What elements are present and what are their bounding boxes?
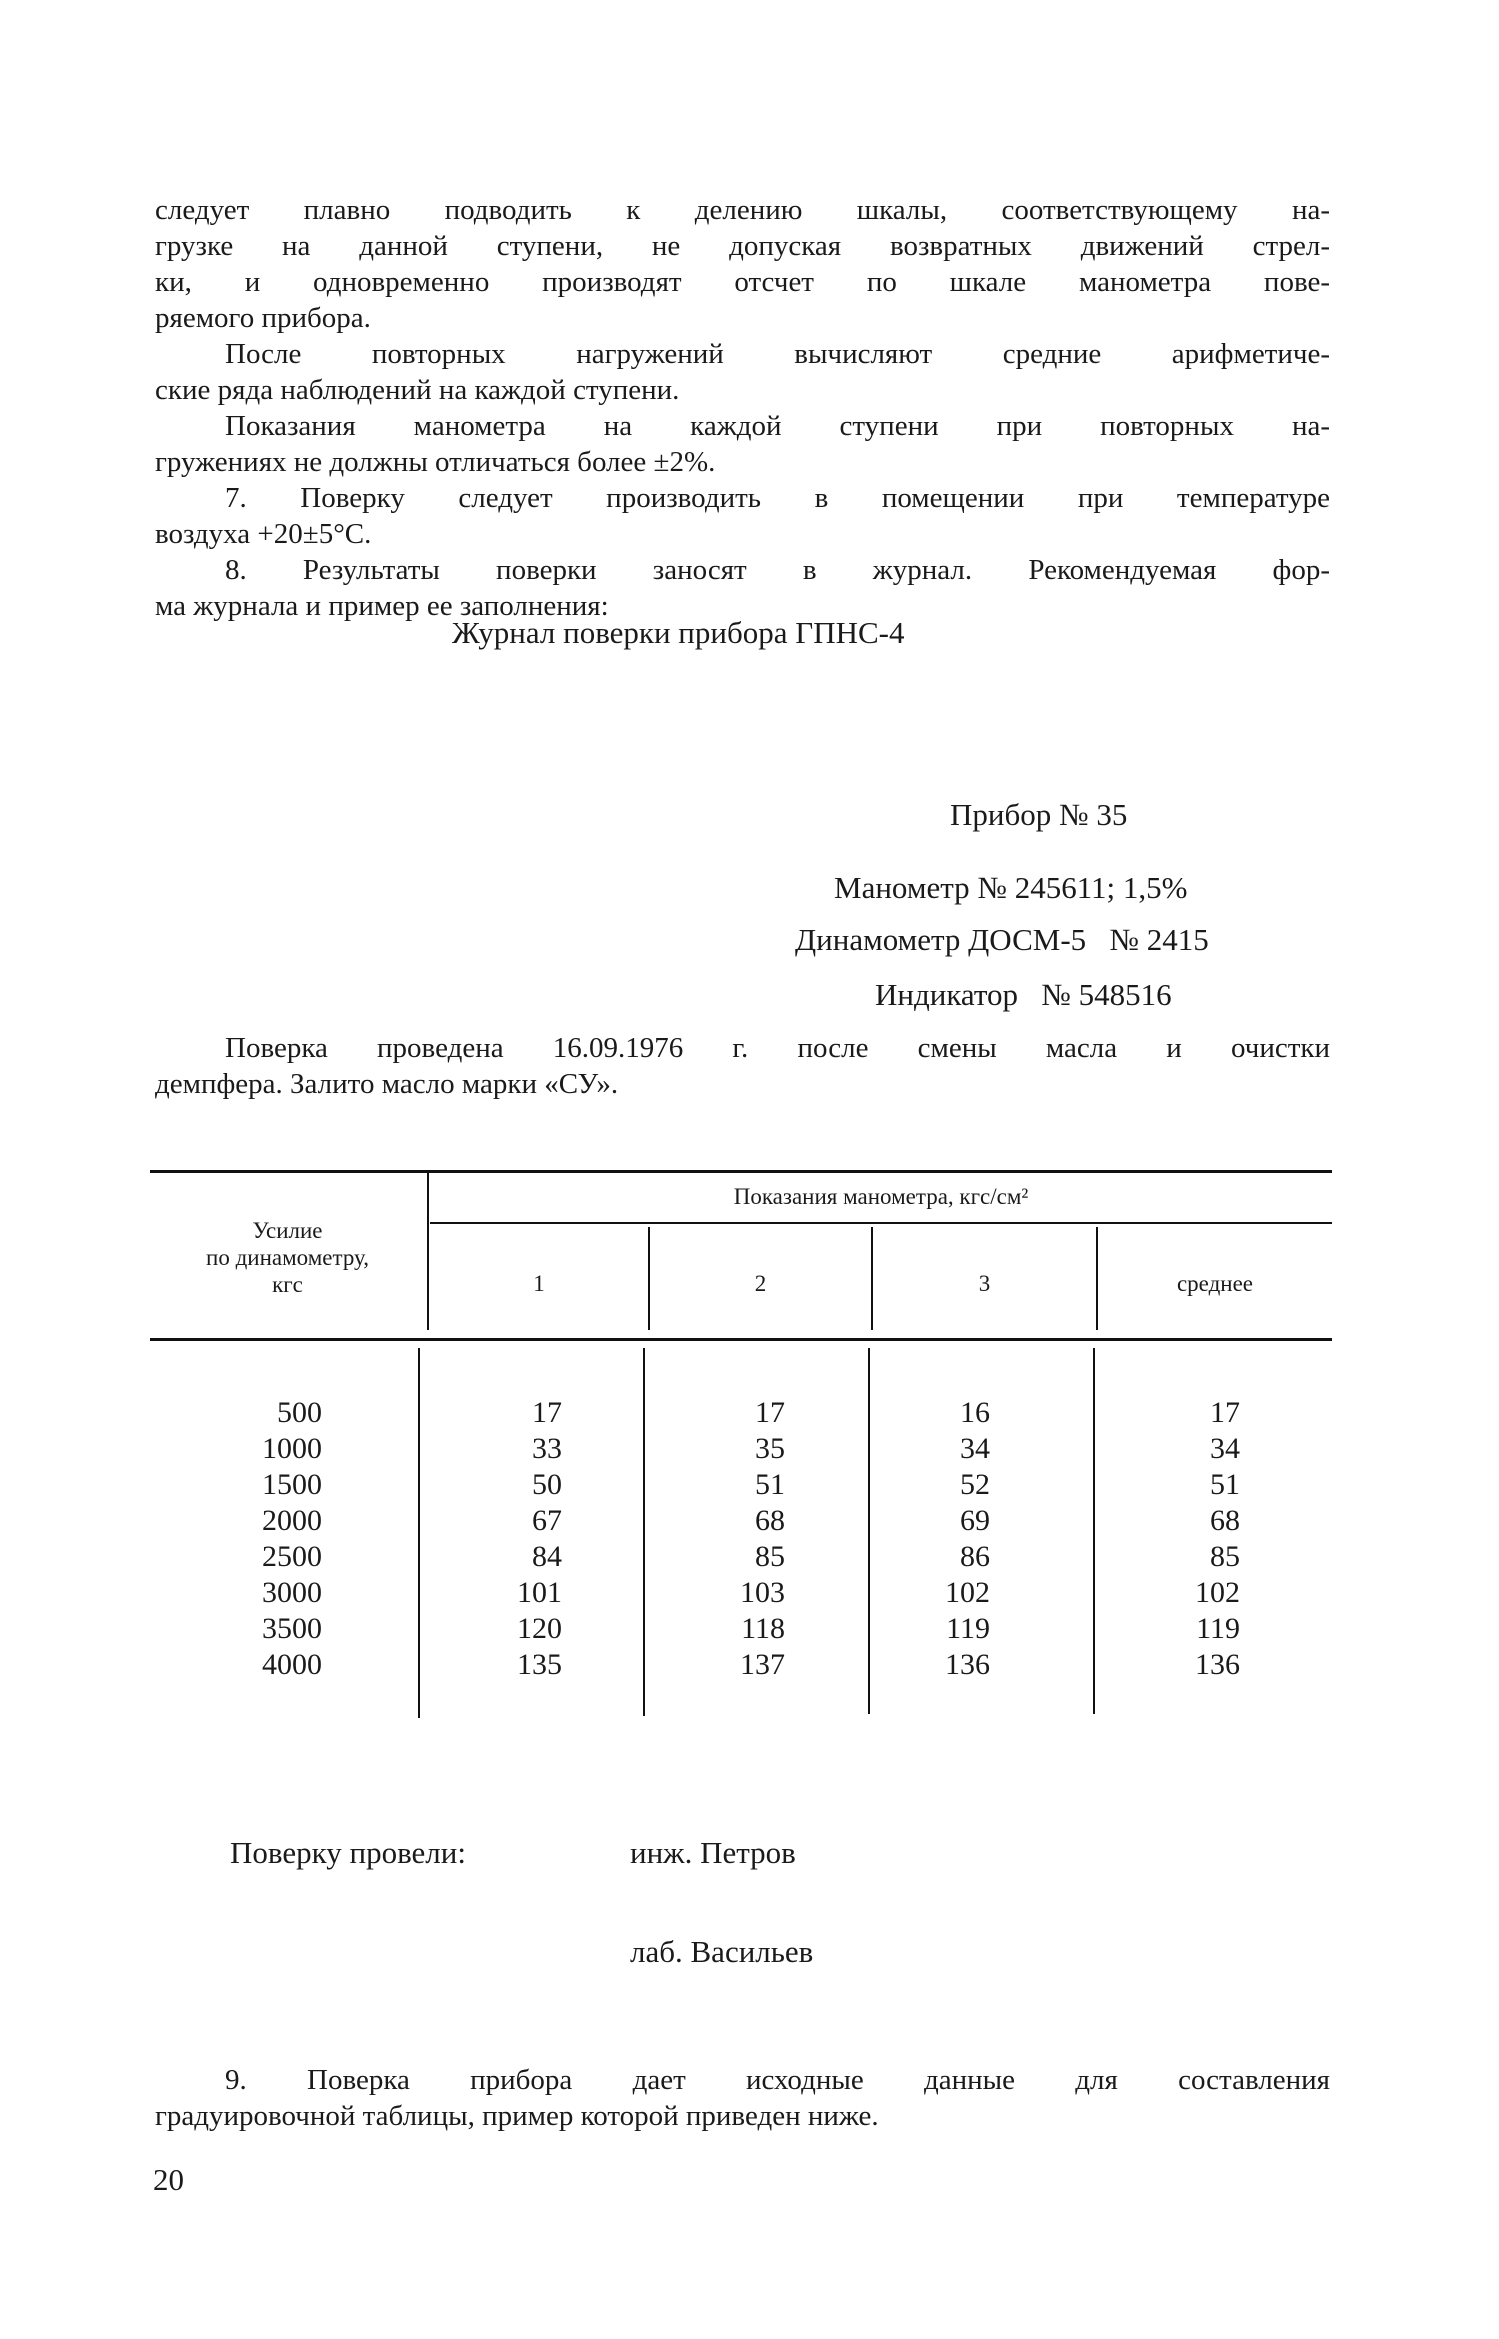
reading-cell: 34 xyxy=(1210,1432,1240,1465)
reading-cell: 68 xyxy=(755,1504,785,1537)
reading-cell: 69 xyxy=(960,1504,990,1537)
reading-cell: 119 xyxy=(946,1612,990,1645)
reading-cell: 17 xyxy=(1210,1396,1240,1429)
reading-cell: 34 xyxy=(960,1432,990,1465)
page-number: 20 xyxy=(153,2162,184,2197)
reading-cell: 103 xyxy=(740,1576,785,1609)
paragraph-line: 7. Поверку следует производить в помещении при температуре xyxy=(225,482,1330,514)
paragraph-line: гружениях не должны отличаться более ±2%. xyxy=(155,446,716,478)
column-divider xyxy=(643,1348,645,1716)
paragraph-line: ма журнала и пример ее заполнения: xyxy=(155,590,609,622)
reading-cell: 86 xyxy=(960,1540,990,1573)
paragraph-line: ки, и одновременно производят отсчет по шкале манометра пове- xyxy=(155,266,1330,298)
reading-cell: 120 xyxy=(517,1612,562,1645)
column-divider xyxy=(418,1348,420,1718)
force-cell: 1000 xyxy=(262,1432,322,1465)
table-top-rule xyxy=(150,1170,1332,1173)
force-cell: 3000 xyxy=(262,1576,322,1609)
reading-cell: 52 xyxy=(960,1468,990,1501)
reading-cell: 33 xyxy=(532,1432,562,1465)
header-force-line: Усилие xyxy=(252,1218,323,1243)
paragraph-line: ские ряда наблюдений на каждой ступени. xyxy=(155,374,680,406)
header-force-line: кгс xyxy=(272,1272,303,1297)
paragraph-line: грузке на данной ступени, не допуская возвратных движений стрел- xyxy=(155,230,1330,262)
signature-engineer: инж. Петров xyxy=(630,1835,796,1870)
manometer-info: Манометр № 245611; 1,5% xyxy=(834,870,1188,905)
reading-cell: 137 xyxy=(740,1648,785,1681)
header-readings-group: Показания манометра, кгс/см² xyxy=(733,1184,1029,1209)
paragraph-line: ряемого прибора. xyxy=(155,302,371,334)
reading-cell: 102 xyxy=(945,1576,990,1609)
force-cell: 1500 xyxy=(262,1468,322,1501)
reading-cell: 17 xyxy=(532,1396,562,1429)
reading-cell: 67 xyxy=(532,1504,562,1537)
signatures-label: Поверку провели: xyxy=(230,1835,466,1870)
reading-cell: 17 xyxy=(755,1396,785,1429)
reading-cell: 136 xyxy=(1195,1648,1240,1681)
reading-cell: 102 xyxy=(1195,1576,1240,1609)
force-cell: 2500 xyxy=(262,1540,322,1573)
reading-cell: 51 xyxy=(755,1468,785,1501)
reading-cell: 101 xyxy=(517,1576,562,1609)
reading-cell: 35 xyxy=(755,1432,785,1465)
table-header-bottom-rule xyxy=(150,1338,1332,1341)
force-cell: 4000 xyxy=(262,1648,322,1681)
header-force-line: по динамометру, xyxy=(206,1245,369,1270)
reading-cell: 68 xyxy=(1210,1504,1240,1537)
paragraph-line: После повторных нагружений вычисляют средние арифметиче- xyxy=(225,338,1330,370)
header-reading-3: 3 xyxy=(978,1271,991,1296)
reading-cell: 119 xyxy=(1196,1612,1240,1645)
force-cell: 3500 xyxy=(262,1612,322,1645)
journal-title: Журнал поверки прибора ГПНС-4 xyxy=(452,615,905,650)
paragraph-line: следует плавно подводить к делению шкалы, соответствующему на- xyxy=(155,194,1330,226)
table-header-subrule xyxy=(430,1222,1332,1224)
paragraph-9-line: градуировочной таблицы, пример которой приведен ниже. xyxy=(155,2100,879,2132)
reading-cell: 51 xyxy=(1210,1468,1240,1501)
reading-cell: 85 xyxy=(755,1540,785,1573)
reading-cell: 50 xyxy=(532,1468,562,1501)
column-divider xyxy=(1093,1348,1095,1714)
device-number: Прибор № 35 xyxy=(950,797,1128,832)
verification-note-line: демпфера. Залито масло марки «СУ». xyxy=(155,1068,619,1100)
paragraph-9-line: 9. Поверка прибора дает исходные данные для составления xyxy=(225,2064,1330,2096)
header-reading-1: 1 xyxy=(533,1271,545,1296)
reading-cell: 118 xyxy=(741,1612,785,1645)
paragraph-line: воздуха +20±5°С. xyxy=(155,518,372,550)
force-cell: 2000 xyxy=(262,1504,322,1537)
reading-cell: 136 xyxy=(945,1648,990,1681)
verification-note-line: Поверка проведена 16.09.1976 г. после смены масла и очистки xyxy=(225,1032,1330,1064)
header-reading-2: 2 xyxy=(754,1271,767,1296)
dynamometer-info: Динамометр ДОСМ-5 № 2415 xyxy=(795,922,1209,957)
paragraph-line: Показания манометра на каждой ступени при повторных на- xyxy=(225,410,1330,442)
reading-cell: 85 xyxy=(1210,1540,1240,1573)
signature-lab: лаб. Васильев xyxy=(630,1934,814,1969)
reading-cell: 135 xyxy=(517,1648,562,1681)
reading-cell: 84 xyxy=(532,1540,562,1573)
header-average: среднее xyxy=(1176,1271,1254,1296)
force-cell: 500 xyxy=(277,1396,322,1429)
header-force xyxy=(150,1217,425,1298)
reading-cell: 16 xyxy=(960,1396,990,1429)
paragraph-line: 8. Результаты поверки заносят в журнал. Рекомендуемая фор- xyxy=(225,554,1330,586)
indicator-info: Индикатор № 548516 xyxy=(875,977,1172,1012)
column-divider xyxy=(427,1173,429,1330)
